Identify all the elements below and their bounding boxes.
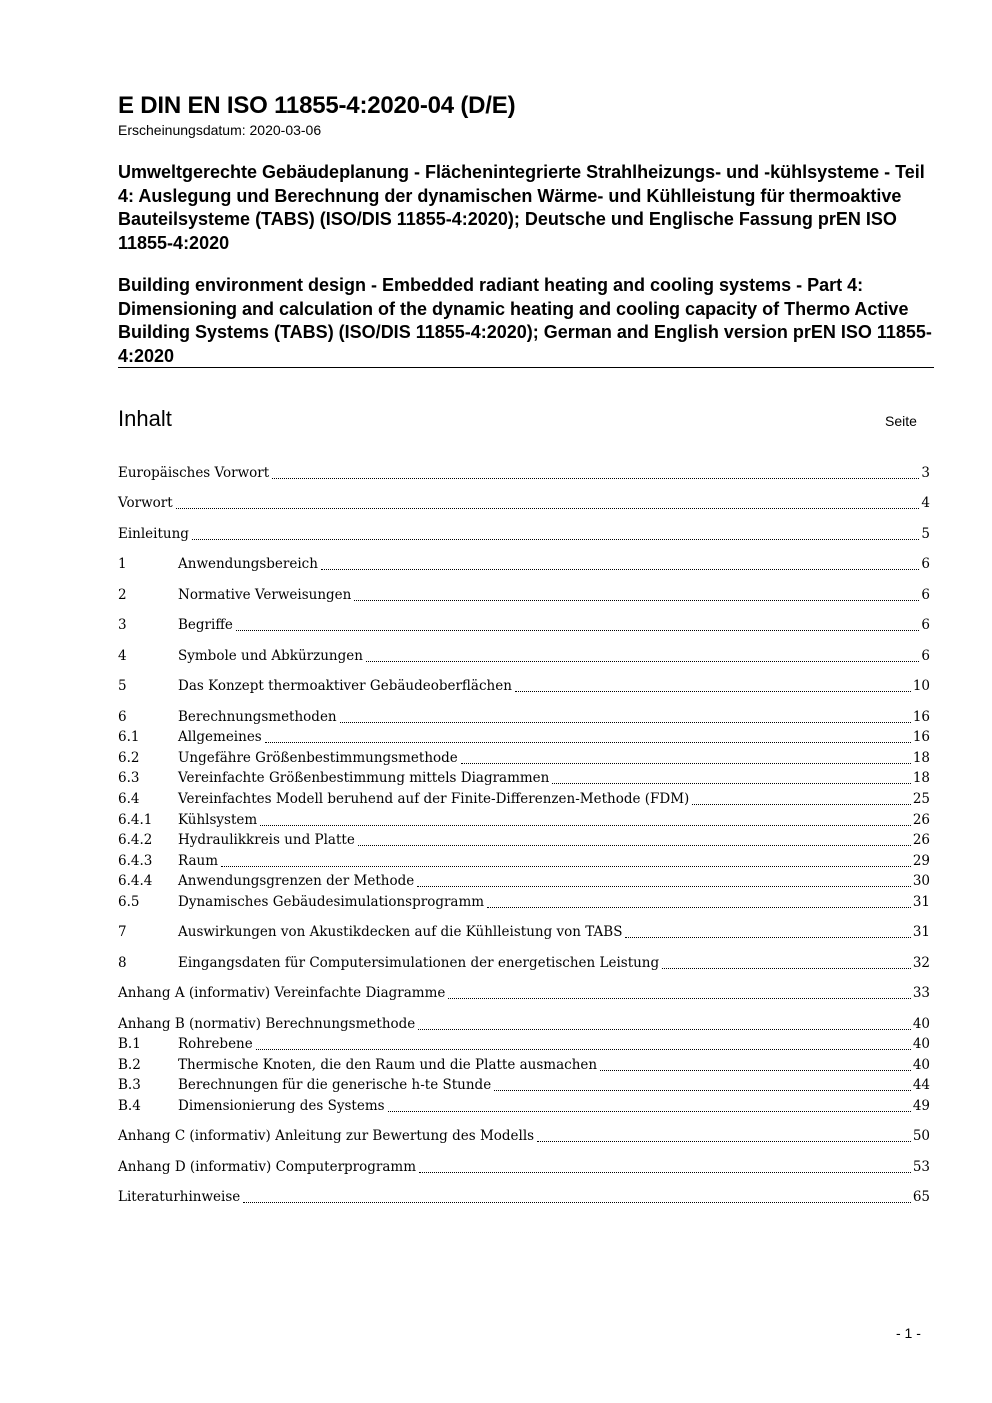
toc-leader [340, 722, 911, 723]
toc-entry-page: 53 [912, 1159, 930, 1175]
toc-entry[interactable] [118, 768, 930, 788]
toc-entry-page: 32 [912, 955, 930, 971]
toc-leader [418, 1029, 911, 1030]
toc-entry[interactable] [118, 871, 930, 891]
toc-entry-title: Anwendungsbereich [178, 556, 318, 572]
toc-entry-page: 40 [912, 1016, 930, 1032]
toc-entry-title: Dimensionierung des Systems [178, 1098, 385, 1114]
toc-entry[interactable] [118, 1126, 930, 1146]
toc-entry-page: 16 [912, 709, 930, 725]
toc-entry-title: Thermische Knoten, die den Raum und die Platte ausmachen [178, 1057, 598, 1073]
toc-entry-title: Vereinfachte Größenbestimmung mittels Diagrammen [178, 770, 550, 786]
toc-entry[interactable] [118, 789, 930, 809]
toc-entry-title: Normative Verweisungen [178, 587, 352, 603]
toc-entry-title: Anhang B (normativ) Berechnungsmethode [118, 1016, 416, 1032]
toc-entry-page: 30 [912, 873, 930, 889]
toc-entry-title: Symbole und Abkürzungen [178, 648, 363, 664]
toc-entry-title: Hydraulikkreis und Platte [178, 832, 355, 848]
toc-leader [221, 866, 911, 867]
toc-leader [662, 968, 911, 969]
toc-entry-page: 10 [912, 678, 930, 694]
toc-entry-page: 18 [912, 770, 930, 786]
toc-entry-page: 4 [921, 495, 930, 511]
toc-leader [272, 478, 919, 479]
toc-entry[interactable] [118, 1014, 930, 1034]
toc-leader [552, 783, 910, 784]
toc-leader [515, 691, 911, 692]
title-english: Building environment design - Embedded radiant heating and cooling systems - Part 4: Dimensioning and calculation of the dynamic heating and cooling capacity of Thermo Active Building Systems (TABS) (ISO/DIS 11855-4:2020); German and English version prEN ISO 11855-4:2020 [118, 275, 932, 366]
toc-entry-page: 40 [912, 1057, 930, 1073]
toc-entry-title: Berechnungen für die generische h-te Stunde [178, 1077, 492, 1093]
toc-leader [321, 569, 919, 570]
toc-entry-title: Einleitung [118, 526, 189, 542]
document-id: E DIN EN ISO 11855-4:2020-04 (D/E) [118, 92, 516, 119]
toc-entry-page: 16 [912, 729, 930, 745]
toc-entry-page: 3 [921, 465, 930, 481]
toc-entry-number: 6.2 [118, 750, 140, 766]
toc-leader [260, 825, 911, 826]
toc-entry[interactable] [118, 463, 930, 483]
toc-entry-number: B.1 [118, 1036, 141, 1052]
toc-entry-title: Allgemeines [178, 729, 262, 745]
toc-entry-number: 7 [118, 924, 127, 940]
toc-entry[interactable] [118, 676, 930, 696]
toc-entry-page: 40 [912, 1036, 930, 1052]
toc-leader [388, 1111, 911, 1112]
toc-entry[interactable] [118, 953, 930, 973]
toc-leader [366, 661, 919, 662]
toc-leader [494, 1090, 911, 1091]
toc-entry-page: 6 [921, 617, 930, 633]
toc-entry[interactable] [118, 585, 930, 605]
toc-leader [419, 1172, 911, 1173]
title-divider [118, 367, 934, 368]
toc-page-column-heading: Seite [885, 413, 917, 429]
toc-leader [461, 763, 911, 764]
toc-entry-title: Anwendungsgrenzen der Methode [178, 873, 415, 889]
toc-entry-page: 65 [912, 1189, 930, 1205]
toc-entry-number: 6.1 [118, 729, 140, 745]
toc-entry-title: Literaturhinweise [118, 1189, 241, 1205]
toc-leader [600, 1070, 911, 1071]
toc-entry-number: 6.4 [118, 791, 140, 807]
toc-leader [192, 539, 919, 540]
toc-entry-page: 31 [912, 924, 930, 940]
toc-leader [692, 804, 911, 805]
toc-entry-number: 8 [118, 955, 127, 971]
toc-entry-page: 33 [912, 985, 930, 1001]
toc-entry-title: Anhang D (informativ) Computerprogramm [118, 1159, 416, 1175]
toc-entry[interactable] [118, 892, 930, 912]
toc-entry-page: 25 [912, 791, 930, 807]
toc-entry-number: 4 [118, 648, 127, 664]
toc-leader [417, 886, 911, 887]
title-german: Umweltgerechte Gebäudeplanung - Flächenintegrierte Strahlheizungs- und -kühlsysteme - Teil 4: Auslegung und Berechnung der dynamischen Wärme- und Kühlleistung für thermoaktive Bauteilsysteme (TABS) (ISO/DIS 11855-4:2020); Deutsche und Englische Fassung prEN ISO 11855-4:2020 [118, 162, 925, 253]
toc-entry-number: 3 [118, 617, 127, 633]
toc-entry-title: Auswirkungen von Akustikdecken auf die Kühlleistung von TABS [178, 924, 623, 940]
toc-leader [256, 1049, 911, 1050]
toc-entry-title: Vereinfachtes Modell beruhend auf der Finite-Differenzen-Methode (FDM) [178, 791, 690, 807]
toc-entry[interactable] [118, 615, 930, 635]
toc-leader [448, 998, 910, 999]
toc-entry-title: Kühlsystem [178, 812, 258, 828]
toc-entry-number: 6.4.2 [118, 832, 153, 848]
toc-entry[interactable] [118, 983, 930, 1003]
toc-entry-page: 49 [912, 1098, 930, 1114]
toc-entry[interactable] [118, 554, 930, 574]
toc-entry-page: 5 [921, 526, 930, 542]
toc-entry-title: Vorwort [118, 495, 173, 511]
toc-entry-page: 26 [912, 812, 930, 828]
toc-entry-title: Ungefähre Größenbestimmungsmethode [178, 750, 458, 766]
toc-entry[interactable] [118, 524, 930, 544]
toc-entry-page: 31 [912, 894, 930, 910]
toc-leader [265, 742, 911, 743]
toc-entry[interactable] [118, 493, 930, 513]
toc-entry-title: Anhang C (informativ) Anleitung zur Bewertung des Modells [118, 1128, 535, 1144]
toc-entry[interactable] [118, 851, 930, 871]
toc-entry[interactable] [118, 1187, 930, 1207]
toc-entry-title: Europäisches Vorwort [118, 465, 270, 481]
toc-entry-number: 6.4.1 [118, 812, 153, 828]
toc-entry[interactable] [118, 646, 930, 666]
toc-leader [176, 508, 920, 509]
toc-entry-title: Berechnungsmethoden [178, 709, 337, 725]
toc-entry[interactable] [118, 727, 930, 747]
toc-leader [354, 600, 919, 601]
toc-entry-page: 26 [912, 832, 930, 848]
toc-entry[interactable] [118, 707, 930, 727]
toc-entry-page: 6 [921, 648, 930, 664]
toc-entry[interactable] [118, 1034, 930, 1054]
toc-entry-number: B.3 [118, 1077, 141, 1093]
toc-entry-page: 6 [921, 587, 930, 603]
toc-leader [487, 907, 911, 908]
toc-entry-title: Raum [178, 853, 219, 869]
toc-entry-title: Anhang A (informativ) Vereinfachte Diagramme [118, 985, 446, 1001]
toc-entry-page: 29 [912, 853, 930, 869]
toc-entry-number: 6.3 [118, 770, 140, 786]
toc-entry-number: 6.5 [118, 894, 140, 910]
toc-entry-number: 6 [118, 709, 127, 725]
toc-entry-number: B.2 [118, 1057, 141, 1073]
toc-entry[interactable] [118, 810, 930, 830]
toc-entry-number: 5 [118, 678, 127, 694]
toc-entry-page: 44 [912, 1077, 930, 1093]
toc-entry-number: 6.4.4 [118, 873, 153, 889]
toc-entry[interactable] [118, 748, 930, 768]
toc-entry-title: Begriffe [178, 617, 233, 633]
toc-entry-number: 2 [118, 587, 127, 603]
toc-entry-title: Das Konzept thermoaktiver Gebäudeoberflächen [178, 678, 512, 694]
toc-entry-number: B.4 [118, 1098, 141, 1114]
toc-entry-number: 6.4.3 [118, 853, 153, 869]
toc-entry[interactable] [118, 1157, 930, 1177]
toc-leader [243, 1202, 911, 1203]
toc-leader [537, 1141, 911, 1142]
toc-entry[interactable] [118, 1096, 930, 1116]
toc-entry-title: Dynamisches Gebäudesimulationsprogramm [178, 894, 485, 910]
toc-entry[interactable] [118, 922, 930, 942]
page-number: - 1 - [896, 1325, 921, 1341]
toc-entry-page: 6 [921, 556, 930, 572]
toc-heading: Inhalt [118, 406, 172, 431]
toc-entry[interactable] [118, 1075, 930, 1095]
toc-leader [236, 630, 920, 631]
toc-entry-page: 50 [912, 1128, 930, 1144]
toc-leader [625, 937, 910, 938]
toc-leader [358, 845, 911, 846]
toc-entry-page: 18 [912, 750, 930, 766]
toc-entry-number: 1 [118, 556, 127, 572]
toc-entry[interactable] [118, 1055, 930, 1075]
issue-date: Erscheinungsdatum: 2020-03-06 [118, 122, 322, 138]
toc-entry-title: Eingangsdaten für Computersimulationen der energetischen Leistung [178, 955, 660, 971]
toc-entry-title: Rohrebene [178, 1036, 253, 1052]
toc-entry[interactable] [118, 830, 930, 850]
